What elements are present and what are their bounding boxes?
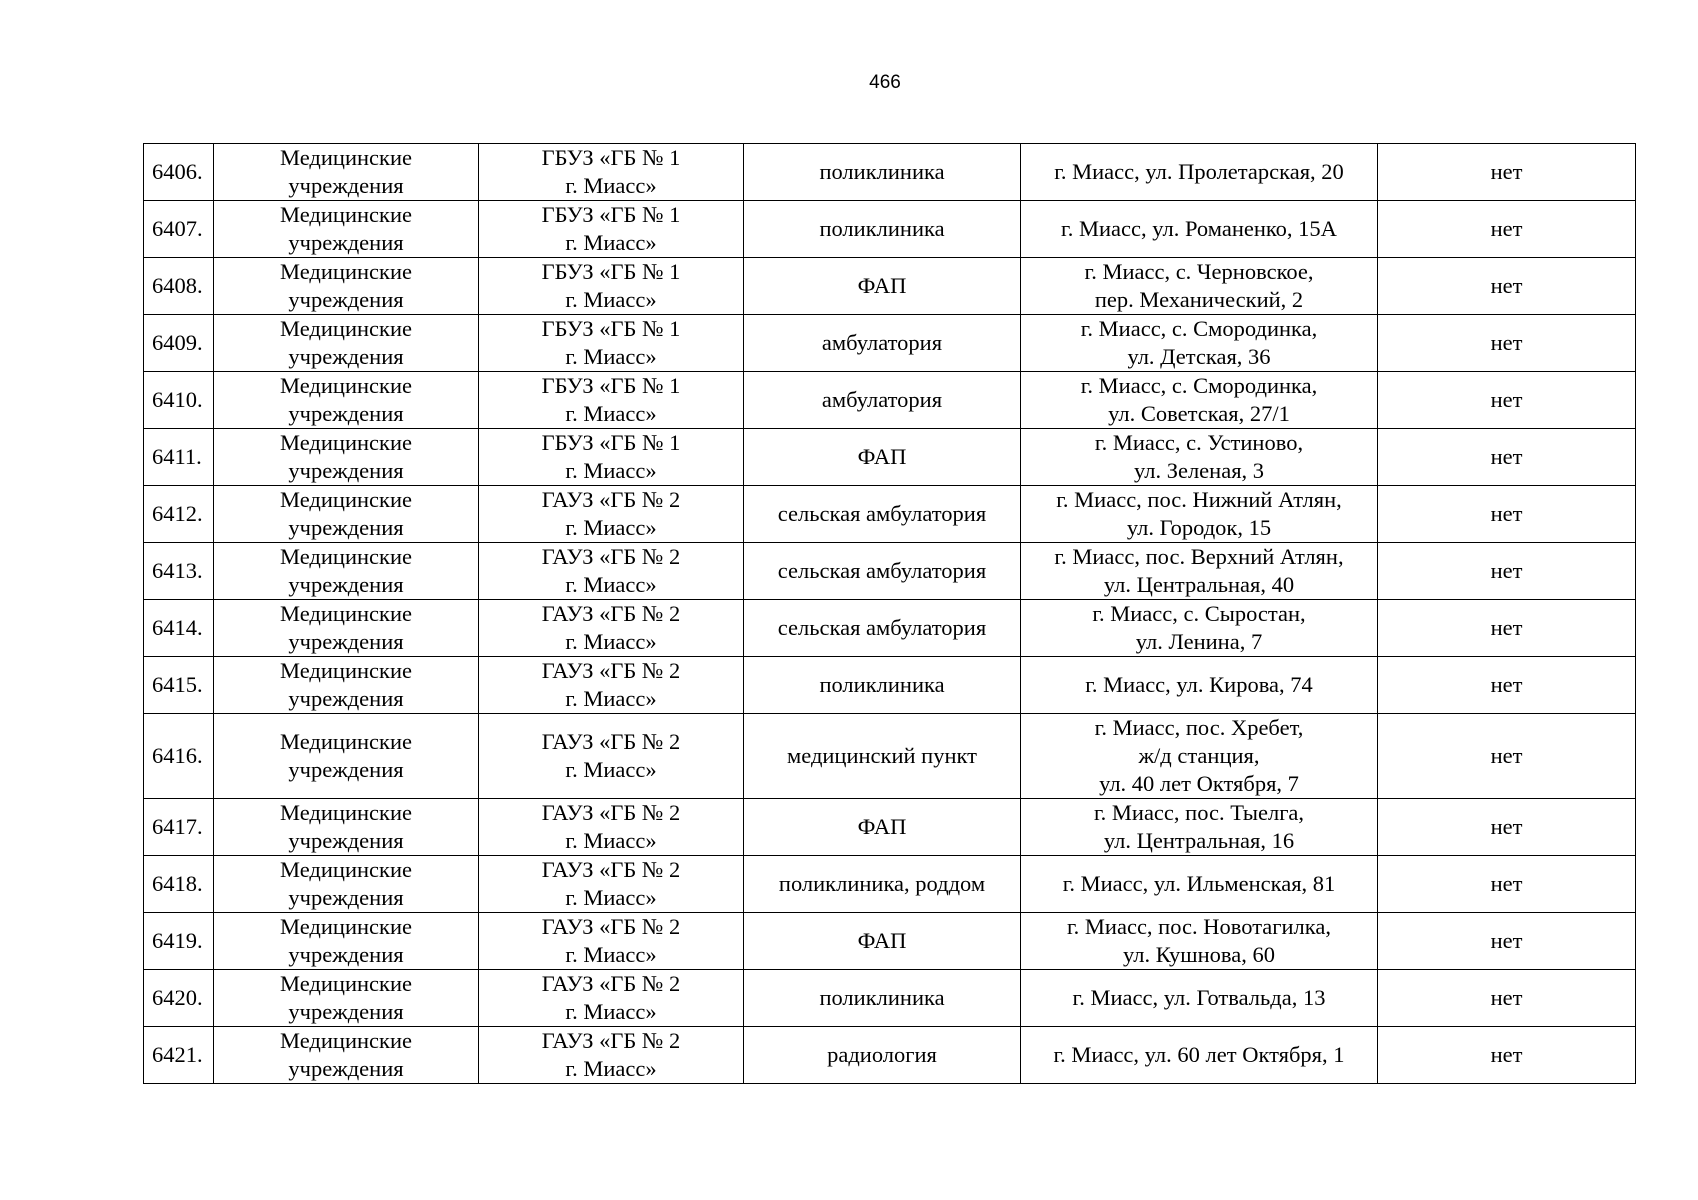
organization-cell-line: ГАУЗ «ГБ № 2 <box>541 658 681 683</box>
facility-type-cell: медицинский пункт <box>744 714 1021 799</box>
organization-cell-line: ГАУЗ «ГБ № 2 <box>541 971 681 996</box>
facility-type-cell: сельская амбулатория <box>744 486 1021 543</box>
address-cell <box>1021 372 1378 429</box>
organization-cell-line: г. Миасс» <box>565 1056 657 1081</box>
row-number-cell: 6420. <box>144 970 214 1027</box>
organization-cell <box>479 657 744 714</box>
address-cell-line: ул. Центральная, 16 <box>1103 828 1295 853</box>
category-cell-line: Медицинские <box>280 729 412 754</box>
address-cell <box>1021 258 1378 315</box>
row-number-cell: 6408. <box>144 258 214 315</box>
organization-cell <box>479 970 744 1027</box>
status-cell: нет <box>1378 657 1636 714</box>
address-cell-line: г. Миасс, с. Сыростан, <box>1092 601 1306 626</box>
address-cell-line: г. Миасс, ул. 60 лет Октября, 1 <box>1053 1042 1345 1067</box>
table-row <box>144 429 1636 486</box>
address-cell-line: г. Миасс, ул. Романенко, 15А <box>1061 216 1337 241</box>
category-cell <box>214 970 479 1027</box>
address-cell <box>1021 799 1378 856</box>
address-cell-line: г. Миасс, пос. Тыелга, <box>1093 800 1305 825</box>
address-cell <box>1021 144 1378 201</box>
organization-cell-line: ГАУЗ «ГБ № 2 <box>541 487 681 512</box>
status-cell: нет <box>1378 799 1636 856</box>
category-cell <box>214 543 479 600</box>
organization-cell-line: ГБУЗ «ГБ № 1 <box>541 259 681 284</box>
category-cell <box>214 1027 479 1084</box>
facility-type-cell: поликлиника, роддом <box>744 856 1021 913</box>
organization-cell-line: г. Миасс» <box>565 344 657 369</box>
address-cell <box>1021 657 1378 714</box>
address-cell <box>1021 714 1378 799</box>
organization-cell <box>479 543 744 600</box>
organization-cell-line: ГАУЗ «ГБ № 2 <box>541 544 681 569</box>
row-number-cell: 6410. <box>144 372 214 429</box>
category-cell-line: Медицинские <box>280 1028 412 1053</box>
status-cell: нет <box>1378 144 1636 201</box>
organization-cell-line: г. Миасс» <box>565 885 657 910</box>
organization-cell-line: г. Миасс» <box>565 828 657 853</box>
status-cell: нет <box>1378 913 1636 970</box>
organization-cell <box>479 913 744 970</box>
table-row <box>144 799 1636 856</box>
row-number-cell: 6412. <box>144 486 214 543</box>
organization-cell <box>479 799 744 856</box>
table-row <box>144 144 1636 201</box>
category-cell <box>214 714 479 799</box>
status-cell: нет <box>1378 970 1636 1027</box>
row-number-cell: 6417. <box>144 799 214 856</box>
address-cell-line: ул. Центральная, 40 <box>1103 572 1295 597</box>
address-cell-line: ул. Советская, 27/1 <box>1108 401 1290 426</box>
organization-cell-line: ГАУЗ «ГБ № 2 <box>541 601 681 626</box>
organization-cell <box>479 856 744 913</box>
table-row <box>144 913 1636 970</box>
table-row <box>144 258 1636 315</box>
row-number-cell: 6411. <box>144 429 214 486</box>
category-cell-line: учреждения <box>288 230 404 255</box>
category-cell-line: учреждения <box>288 999 404 1024</box>
organization-cell-line: г. Миасс» <box>565 173 657 198</box>
organization-cell-line: ГАУЗ «ГБ № 2 <box>541 857 681 882</box>
category-cell-line: Медицинские <box>280 259 412 284</box>
organization-cell <box>479 1027 744 1084</box>
page-number: 466 <box>869 72 901 93</box>
category-cell-line: учреждения <box>288 401 404 426</box>
organization-cell-line: г. Миасс» <box>565 287 657 312</box>
status-cell: нет <box>1378 429 1636 486</box>
table-row <box>144 315 1636 372</box>
status-cell: нет <box>1378 543 1636 600</box>
category-cell-line: учреждения <box>288 629 404 654</box>
row-number-cell: 6406. <box>144 144 214 201</box>
organization-cell-line: ГАУЗ «ГБ № 2 <box>541 1028 681 1053</box>
organization-cell-line: г. Миасс» <box>565 686 657 711</box>
organization-cell-line: ГБУЗ «ГБ № 1 <box>541 430 681 455</box>
facility-type-cell: ФАП <box>744 799 1021 856</box>
organization-cell-line: ГБУЗ «ГБ № 1 <box>541 202 681 227</box>
address-cell <box>1021 543 1378 600</box>
facility-type-cell: поликлиника <box>744 144 1021 201</box>
address-cell-line: г. Миасс, ул. Кирова, 74 <box>1085 672 1313 697</box>
organization-cell-line: г. Миасс» <box>565 999 657 1024</box>
status-cell: нет <box>1378 201 1636 258</box>
address-cell-line: г. Миасс, с. Устиново, <box>1094 430 1304 455</box>
address-cell <box>1021 201 1378 258</box>
category-cell-line: учреждения <box>288 885 404 910</box>
address-cell-line: ул. Зеленая, 3 <box>1133 458 1265 483</box>
registry-table <box>143 143 1636 1084</box>
table-row <box>144 372 1636 429</box>
table-row <box>144 543 1636 600</box>
organization-cell-line: ГБУЗ «ГБ № 1 <box>541 373 681 398</box>
table-row <box>144 201 1636 258</box>
facility-type-cell: амбулатория <box>744 315 1021 372</box>
category-cell <box>214 315 479 372</box>
organization-cell <box>479 600 744 657</box>
status-cell: нет <box>1378 486 1636 543</box>
address-cell-line: ул. Городок, 15 <box>1126 515 1272 540</box>
category-cell-line: учреждения <box>288 515 404 540</box>
row-number-cell: 6413. <box>144 543 214 600</box>
organization-cell <box>479 315 744 372</box>
table-row <box>144 970 1636 1027</box>
facility-type-cell: поликлиника <box>744 970 1021 1027</box>
row-number-cell: 6415. <box>144 657 214 714</box>
category-cell-line: Медицинские <box>280 145 412 170</box>
category-cell <box>214 372 479 429</box>
category-cell-line: учреждения <box>288 757 404 782</box>
category-cell-line: учреждения <box>288 287 404 312</box>
address-cell <box>1021 970 1378 1027</box>
organization-cell <box>479 486 744 543</box>
address-cell-line: г. Миасс, пос. Новотагилка, <box>1066 914 1331 939</box>
organization-cell-line: г. Миасс» <box>565 757 657 782</box>
organization-cell-line: г. Миасс» <box>565 942 657 967</box>
row-number-cell: 6414. <box>144 600 214 657</box>
organization-cell <box>479 258 744 315</box>
status-cell: нет <box>1378 600 1636 657</box>
category-cell-line: Медицинские <box>280 971 412 996</box>
table-row <box>144 714 1636 799</box>
facility-type-cell: сельская амбулатория <box>744 543 1021 600</box>
category-cell-line: Медицинские <box>280 857 412 882</box>
organization-cell-line: ГАУЗ «ГБ № 2 <box>541 914 681 939</box>
address-cell-line: ул. 40 лет Октября, 7 <box>1099 771 1299 796</box>
address-cell <box>1021 486 1378 543</box>
organization-cell-line: г. Миасс» <box>565 458 657 483</box>
category-cell-line: Медицинские <box>280 202 412 227</box>
status-cell: нет <box>1378 372 1636 429</box>
organization-cell <box>479 714 744 799</box>
facility-type-cell: ФАП <box>744 913 1021 970</box>
table-row <box>144 657 1636 714</box>
category-cell <box>214 799 479 856</box>
address-cell-line: г. Миасс, ул. Ильменская, 81 <box>1062 871 1336 896</box>
organization-cell-line: г. Миасс» <box>565 629 657 654</box>
row-number-cell: 6409. <box>144 315 214 372</box>
category-cell <box>214 913 479 970</box>
category-cell-line: учреждения <box>288 173 404 198</box>
category-cell <box>214 201 479 258</box>
row-number-cell: 6418. <box>144 856 214 913</box>
status-cell: нет <box>1378 856 1636 913</box>
organization-cell-line: ГБУЗ «ГБ № 1 <box>541 316 681 341</box>
category-cell-line: учреждения <box>288 686 404 711</box>
category-cell-line: учреждения <box>288 458 404 483</box>
address-cell <box>1021 429 1378 486</box>
address-cell-line: ул. Ленина, 7 <box>1135 629 1263 654</box>
category-cell <box>214 600 479 657</box>
organization-cell-line: г. Миасс» <box>565 572 657 597</box>
status-cell: нет <box>1378 1027 1636 1084</box>
address-cell-line: г. Миасс, с. Смородинка, <box>1080 316 1318 341</box>
address-cell <box>1021 856 1378 913</box>
address-cell-line: ж/д станция, <box>1138 743 1260 768</box>
facility-type-cell: амбулатория <box>744 372 1021 429</box>
category-cell-line: Медицинские <box>280 601 412 626</box>
address-cell-line: ул. Кушнова, 60 <box>1123 942 1275 967</box>
table-row <box>144 856 1636 913</box>
address-cell <box>1021 600 1378 657</box>
organization-cell <box>479 201 744 258</box>
row-number-cell: 6419. <box>144 913 214 970</box>
organization-cell <box>479 372 744 429</box>
category-cell-line: Медицинские <box>280 430 412 455</box>
category-cell-line: Медицинские <box>280 914 412 939</box>
row-number-cell: 6407. <box>144 201 214 258</box>
address-cell-line: г. Миасс, пос. Хребет, <box>1094 715 1304 740</box>
status-cell: нет <box>1378 714 1636 799</box>
facility-type-cell: поликлиника <box>744 657 1021 714</box>
category-cell-line: Медицинские <box>280 800 412 825</box>
status-cell: нет <box>1378 315 1636 372</box>
category-cell <box>214 856 479 913</box>
table-row <box>144 486 1636 543</box>
category-cell-line: учреждения <box>288 344 404 369</box>
category-cell <box>214 429 479 486</box>
category-cell-line: Медицинские <box>280 487 412 512</box>
category-cell-line: Медицинские <box>280 544 412 569</box>
category-cell-line: учреждения <box>288 828 404 853</box>
address-cell-line: г. Миасс, ул. Готвальда, 13 <box>1072 985 1326 1010</box>
registry-table-body <box>144 144 1636 1084</box>
category-cell-line: Медицинские <box>280 316 412 341</box>
facility-type-cell: радиология <box>744 1027 1021 1084</box>
category-cell-line: Медицинские <box>280 373 412 398</box>
row-number-cell: 6416. <box>144 714 214 799</box>
organization-cell-line: ГАУЗ «ГБ № 2 <box>541 729 681 754</box>
address-cell-line: г. Миасс, с. Черновское, <box>1084 259 1314 284</box>
address-cell <box>1021 913 1378 970</box>
category-cell <box>214 144 479 201</box>
address-cell-line: г. Миасс, ул. Пролетарская, 20 <box>1054 159 1344 184</box>
row-number-cell: 6421. <box>144 1027 214 1084</box>
facility-type-cell: поликлиника <box>744 201 1021 258</box>
address-cell-line: пер. Механический, 2 <box>1094 287 1304 312</box>
facility-type-cell: ФАП <box>744 429 1021 486</box>
facility-type-cell: ФАП <box>744 258 1021 315</box>
facility-type-cell: сельская амбулатория <box>744 600 1021 657</box>
organization-cell-line: г. Миасс» <box>565 401 657 426</box>
address-cell-line: г. Миасс, с. Смородинка, <box>1080 373 1318 398</box>
status-cell: нет <box>1378 258 1636 315</box>
table-row <box>144 600 1636 657</box>
table-row <box>144 1027 1636 1084</box>
organization-cell <box>479 429 744 486</box>
organization-cell <box>479 144 744 201</box>
address-cell-line: г. Миасс, пос. Верхний Атлян, <box>1054 544 1344 569</box>
organization-cell-line: г. Миасс» <box>565 230 657 255</box>
address-cell-line: г. Миасс, пос. Нижний Атлян, <box>1056 487 1342 512</box>
address-cell <box>1021 315 1378 372</box>
category-cell-line: учреждения <box>288 942 404 967</box>
category-cell <box>214 486 479 543</box>
category-cell-line: учреждения <box>288 572 404 597</box>
category-cell <box>214 258 479 315</box>
organization-cell-line: ГБУЗ «ГБ № 1 <box>541 145 681 170</box>
address-cell <box>1021 1027 1378 1084</box>
organization-cell-line: ГАУЗ «ГБ № 2 <box>541 800 681 825</box>
category-cell <box>214 657 479 714</box>
address-cell-line: ул. Детская, 36 <box>1127 344 1271 369</box>
category-cell-line: учреждения <box>288 1056 404 1081</box>
organization-cell-line: г. Миасс» <box>565 515 657 540</box>
category-cell-line: Медицинские <box>280 658 412 683</box>
